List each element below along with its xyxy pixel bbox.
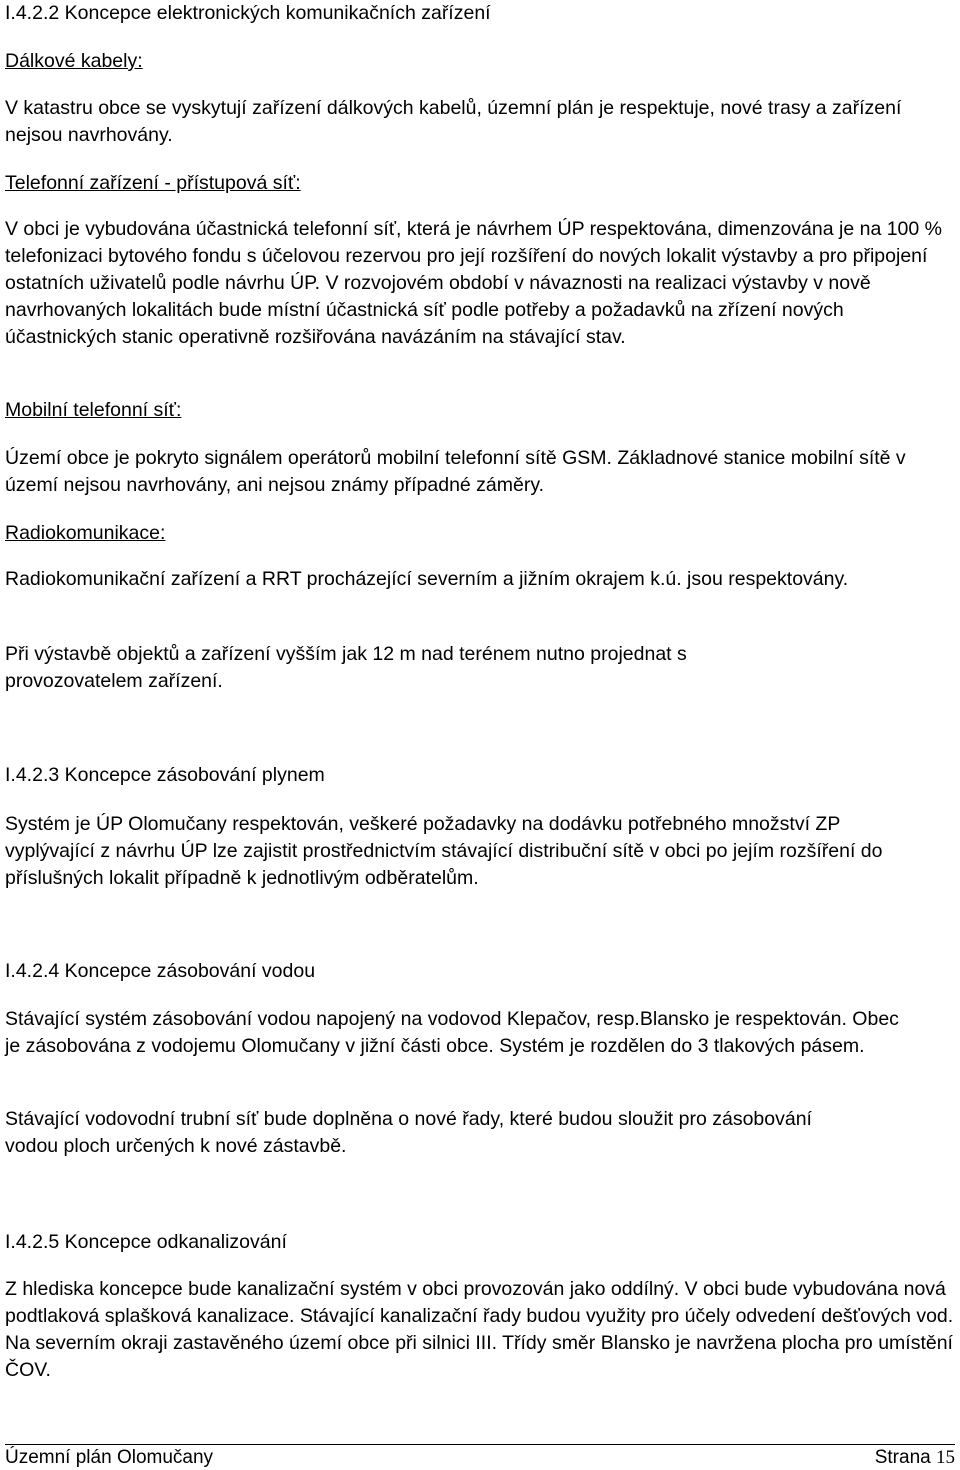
paragraph-odkanalizovani: Z hlediska koncepce bude kanalizační systém v obci provozován jako oddílný. V obci bude vybudována nová podtlaková splašková kanalizace. Stávající kanalizační řady budou využity pro účely odvedení dešťových vod. Na severním okraji zastavěného území obce při silnici III. Třídy směr Blansko je navržena plocha pro umístění ČOV. <box>5 1278 954 1381</box>
section-heading-4-2-3: I.4.2.3 Koncepce zásobování plynem <box>5 764 325 786</box>
paragraph-telefonni-zarizeni: V obci je vybudována účastnická telefonní síť, která je návrhem ÚP respektována, dimenzována je na 100 % telefonizaci bytového fondu s účelovou rezervou pro její rozšíření do nových lokalit výstavby a pro připojení ostatních uživatelů podle návrhu ÚP. V rozvojovém období v návaznosti na realizaci výstavby v nově navrhovaných lokalitách bude místní účastnická síť podle potřeby a požadavků na zřízení nových účastnických stanic operativně rozšiřována navázáním na stávající stav. <box>5 218 942 348</box>
paragraph-zasobovani-plynem: Systém je ÚP Olomučany respektován, veškeré požadavky na dodávku potřebného množství ZP vyplývající z návrhu ÚP lze zajistit prostřednictvím stávající distribuční sítě v obci po jejím rozšíření do příslušných lokalit případně k jednotlivým odběratelům. <box>5 813 883 889</box>
footer-page-indicator <box>875 1446 955 1470</box>
page-footer <box>5 1444 955 1468</box>
footer-page-number: 15 <box>936 1447 955 1468</box>
footer-page-label: Strana <box>874 1447 931 1468</box>
subheading-mobilni-sit: Mobilní telefonní síť: <box>5 399 182 421</box>
paragraph-dalkove-kabely: V katastru obce se vyskytují zařízení dálkových kabelů, územní plán je respektuje, nové trasy a zařízení nejsou navrhovány. <box>5 97 902 146</box>
paragraph-mobilni-sit: Území obce je pokryto signálem operátorů mobilní telefonní sítě GSM. Základnové stanice mobilní sítě v území nejsou navrhovány, ani nejsou známy případné záměry. <box>5 447 906 496</box>
section-heading-4-2-4: I.4.2.4 Koncepce zásobování vodou <box>5 960 316 982</box>
paragraph-vystavba: Při výstavbě objektů a zařízení vyšším jak 12 m nad terénem nutno projednat s provozovatelem zařízení. <box>5 643 687 692</box>
paragraph-zasobovani-vodou-2: Stávající vodovodní trubní síť bude doplněna o nové řady, které budou sloužit pro zásobování vodou ploch určených k nové zástavbě. <box>5 1108 812 1157</box>
section-heading-4-2-5: I.4.2.5 Koncepce odkanalizování <box>5 1231 287 1253</box>
section-heading-4-2-2: I.4.2.2 Koncepce elektronických komunikačních zařízení <box>5 2 491 24</box>
footer-document-title: Územní plán Olomučany <box>5 1447 214 1468</box>
paragraph-radiokomunikace: Radiokomunikační zařízení a RRT procházející severním a jižním okrajem k.ú. jsou respektovány. <box>5 568 849 590</box>
subheading-dalkove-kabely: Dálkové kabely: <box>5 50 143 72</box>
paragraph-zasobovani-vodou-1: Stávající systém zásobování vodou napojený na vodovod Klepačov, resp.Blansko je respektován. Obec je zásobována z vodojemu Olomučany v jižní části obce. Systém je rozdělen do 3 tlakových pásem. <box>5 1008 899 1057</box>
subheading-telefonni-zarizeni: Telefonní zařízení - přístupová síť: <box>5 172 301 194</box>
subheading-radiokomunikace: Radiokomunikace: <box>5 522 166 544</box>
